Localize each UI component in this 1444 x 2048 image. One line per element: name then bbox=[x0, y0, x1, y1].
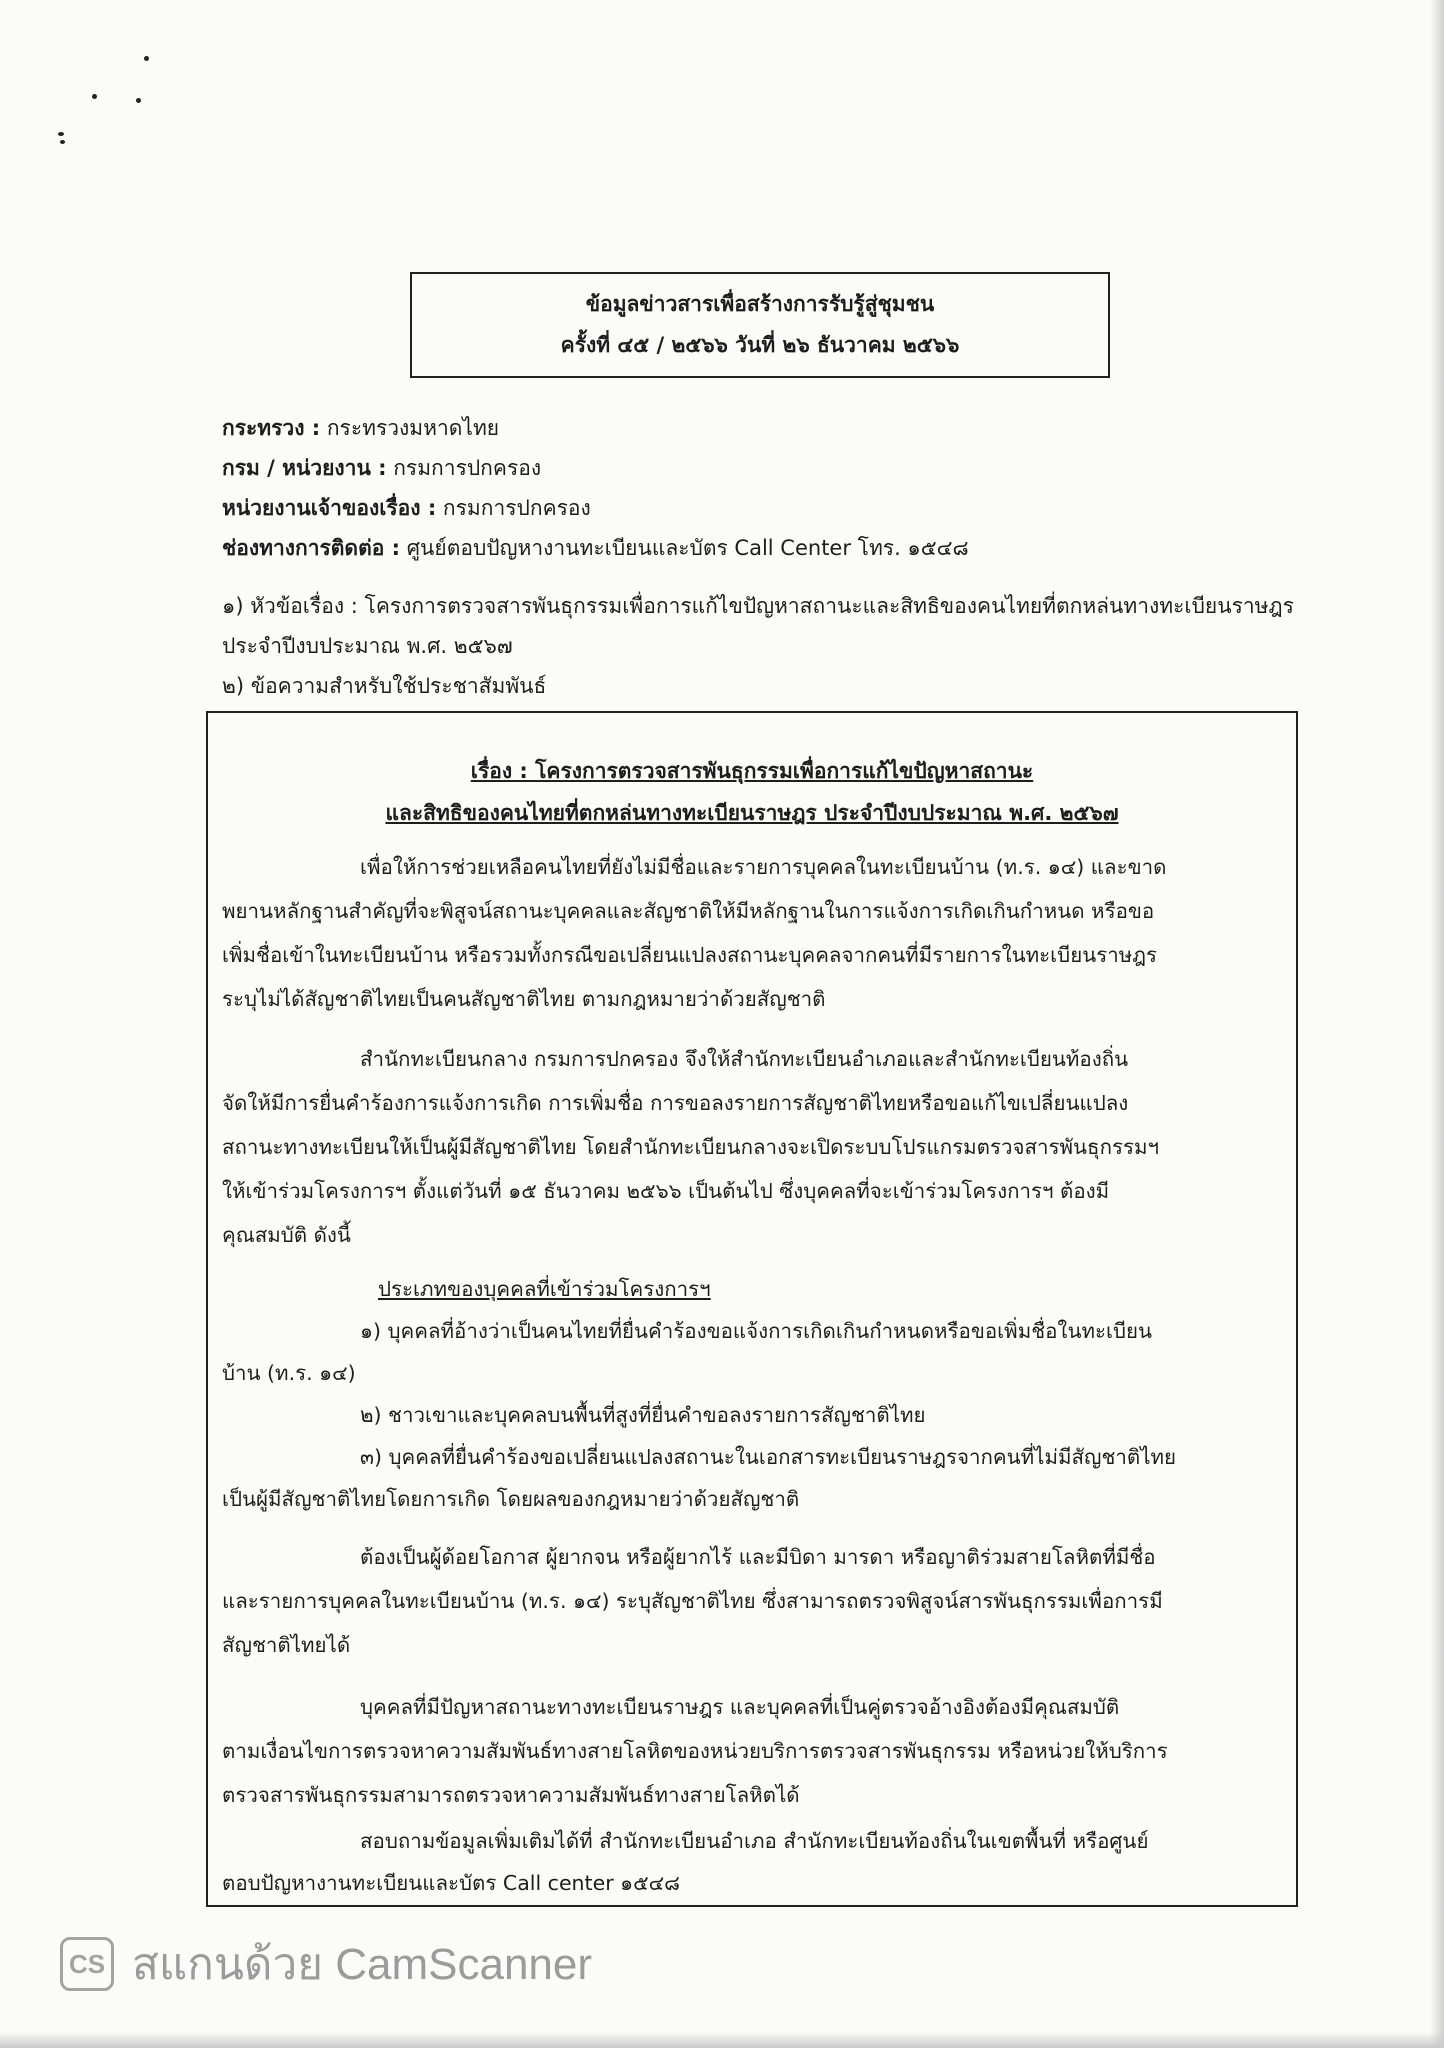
paragraph-4-line: ตรวจสารพันธุกรรมสามารถตรวจหาความสัมพันธ์ทางสายโลหิตได้ bbox=[222, 1783, 800, 1807]
meta-owner-agency: หน่วยงานเจ้าของเรื่อง : กรมการปกครอง bbox=[222, 496, 591, 520]
scan-speck bbox=[58, 132, 64, 136]
paragraph-1-line: เพื่อให้การช่วยเหลือคนไทยที่ยังไม่มีชื่อและรายการบุคคลในทะเบียนบ้าน (ท.ร. ๑๔) และขาด bbox=[360, 855, 1167, 879]
list-item-3-line: ๓) บุคคลที่ยื่นคำร้องขอเปลี่ยนแปลงสถานะในเอกสารทะเบียนราษฎรจากคนที่ไม่มีสัญชาติไทย bbox=[360, 1445, 1177, 1469]
paragraph-1-line: เพิ่มชื่อเข้าในทะเบียนบ้าน หรือรวมทั้งกรณีขอเปลี่ยนแปลงสถานะบุคคลจากคนที่มีรายการในทะเบียนราษฎร bbox=[222, 943, 1158, 967]
item-2: ๒) ข้อความสำหรับใช้ประชาสัมพันธ์ bbox=[222, 674, 547, 698]
scan-speck bbox=[144, 56, 149, 61]
announcement-title-2: และสิทธิของคนไทยที่ตกหล่นทางทะเบียนราษฎร ประจำปีงบประมาณ พ.ศ. ๒๕๖๗ bbox=[385, 801, 1119, 825]
paragraph-5-line: ตอบปัญหางานทะเบียนและบัตร Call center ๑๕๔๘ bbox=[222, 1871, 680, 1895]
meta-department: กรม / หน่วยงาน : กรมการปกครอง bbox=[222, 456, 542, 480]
item-1-line-2: ประจำปีงบประมาณ พ.ศ. ๒๕๖๗ bbox=[222, 634, 513, 658]
scan-speck bbox=[136, 98, 141, 103]
meta-contact: ช่องทางการติดต่อ : ศูนย์ตอบปัญหางานทะเบียนและบัตร Call Center โทร. ๑๕๔๘ bbox=[222, 536, 969, 560]
list-item-1-line: ๑) บุคคลที่อ้างว่าเป็นคนไทยที่ยื่นคำร้องขอแจ้งการเกิดเกินกำหนดหรือขอเพิ่มชื่อในทะเบียน bbox=[360, 1319, 1153, 1343]
paragraph-2-line: ให้เข้าร่วมโครงการฯ ตั้งแต่วันที่ ๑๕ ธันวาคม ๒๕๖๖ เป็นต้นไป ซึ่งบุคคลที่จะเข้าร่วมโครงการฯ ต้องมี bbox=[222, 1179, 1110, 1203]
header-box bbox=[410, 272, 1110, 378]
paragraph-5-line: สอบถามข้อมูลเพิ่มเติมได้ที่ สำนักทะเบียนอำเภอ สำนักทะเบียนท้องถิ่นในเขตพื้นที่ หรือศูนย์ bbox=[360, 1829, 1149, 1853]
paragraph-1-line: พยานหลักฐานสำคัญที่จะพิสูจน์สถานะบุคคลและสัญชาติให้มีหลักฐานในการแจ้งการเกิดเกินกำหนด หรือขอ bbox=[222, 899, 1155, 923]
page-edge-shadow bbox=[1430, 0, 1444, 2048]
page-bottom-shadow bbox=[0, 2032, 1444, 2048]
participant-types-heading: ประเภทของบุคคลที่เข้าร่วมโครงการฯ bbox=[378, 1277, 711, 1301]
paragraph-4-line: บุคคลที่มีปัญหาสถานะทางทะเบียนราษฎร และบุคคลที่เป็นคู่ตรวจอ้างอิงต้องมีคุณสมบัติ bbox=[360, 1695, 1120, 1719]
announcement-box bbox=[206, 711, 1298, 1907]
camscanner-logo-icon: CS bbox=[60, 1937, 114, 1991]
header-title: ข้อมูลข่าวสารเพื่อสร้างการรับรู้สู่ชุมชน bbox=[585, 292, 935, 316]
list-item-3-line: เป็นผู้มีสัญชาติไทยโดยการเกิด โดยผลของกฎหมายว่าด้วยสัญชาติ bbox=[222, 1487, 800, 1511]
paragraph-2-line: จัดให้มีการยื่นคำร้องการแจ้งการเกิด การเพิ่มชื่อ การขอลงรายการสัญชาติไทยหรือขอแก้ไขเปลี่ยนแปลง bbox=[222, 1091, 1129, 1115]
announcement-title-1: เรื่อง : โครงการตรวจสารพันธุกรรมเพื่อการแก้ไขปัญหาสถานะ bbox=[470, 759, 1034, 783]
paragraph-2-line: สำนักทะเบียนกลาง กรมการปกครอง จึงให้สำนักทะเบียนอำเภอและสำนักทะเบียนท้องถิ่น bbox=[360, 1047, 1129, 1071]
camscanner-watermark bbox=[60, 1936, 592, 1992]
scan-speck bbox=[60, 140, 65, 144]
paragraph-2-line: สถานะทางทะเบียนให้เป็นผู้มีสัญชาติไทย โดยสำนักทะเบียนกลางจะเปิดระบบโปรแกรมตรวจสารพันธุกรรมฯ bbox=[222, 1135, 1160, 1159]
meta-ministry: กระทรวง : กระทรวงมหาดไทย bbox=[222, 416, 500, 440]
paragraph-3-line: สัญชาติไทยได้ bbox=[222, 1633, 351, 1657]
paragraph-3-line: ต้องเป็นผู้ด้อยโอกาส ผู้ยากจน หรือผู้ยากไร้ และมีบิดา มารดา หรือญาติร่วมสายโลหิตที่มีชื่อ bbox=[360, 1545, 1156, 1569]
paragraph-4-line: ตามเงื่อนไขการตรวจหาความสัมพันธ์ทางสายโลหิตของหน่วยบริการตรวจสารพันธุกรรม หรือหน่วยให้บริการ bbox=[222, 1739, 1168, 1763]
list-item-1-line: บ้าน (ท.ร. ๑๔) bbox=[222, 1361, 356, 1385]
paragraph-2-line: คุณสมบัติ ดังนี้ bbox=[222, 1223, 351, 1247]
camscanner-text: สแกนด้วย CamScanner bbox=[132, 1940, 593, 1989]
paragraph-3-line: และรายการบุคคลในทะเบียนบ้าน (ท.ร. ๑๔) ระบุสัญชาติไทย ซึ่งสามารถตรวจพิสูจน์สารพันธุกรรมเพื่อการมี bbox=[222, 1589, 1163, 1613]
scan-speck bbox=[92, 94, 97, 99]
list-item-2: ๒) ชาวเขาและบุคคลบนพื้นที่สูงที่ยื่นคำขอลงรายการสัญชาติไทย bbox=[360, 1403, 926, 1427]
item-1-line-1: ๑) หัวข้อเรื่อง : โครงการตรวจสารพันธุกรรมเพื่อการแก้ไขปัญหาสถานะและสิทธิของคนไทยที่ตกหล่นทางทะเบียนราษฎร bbox=[222, 594, 1294, 618]
header-issue-date: ครั้งที่ ๔๕ / ๒๕๖๖ วันที่ ๒๖ ธันวาคม ๒๕๖๖ bbox=[560, 333, 960, 357]
paragraph-1-line: ระบุไม่ได้สัญชาติไทยเป็นคนสัญชาติไทย ตามกฎหมายว่าด้วยสัญชาติ bbox=[222, 987, 826, 1011]
